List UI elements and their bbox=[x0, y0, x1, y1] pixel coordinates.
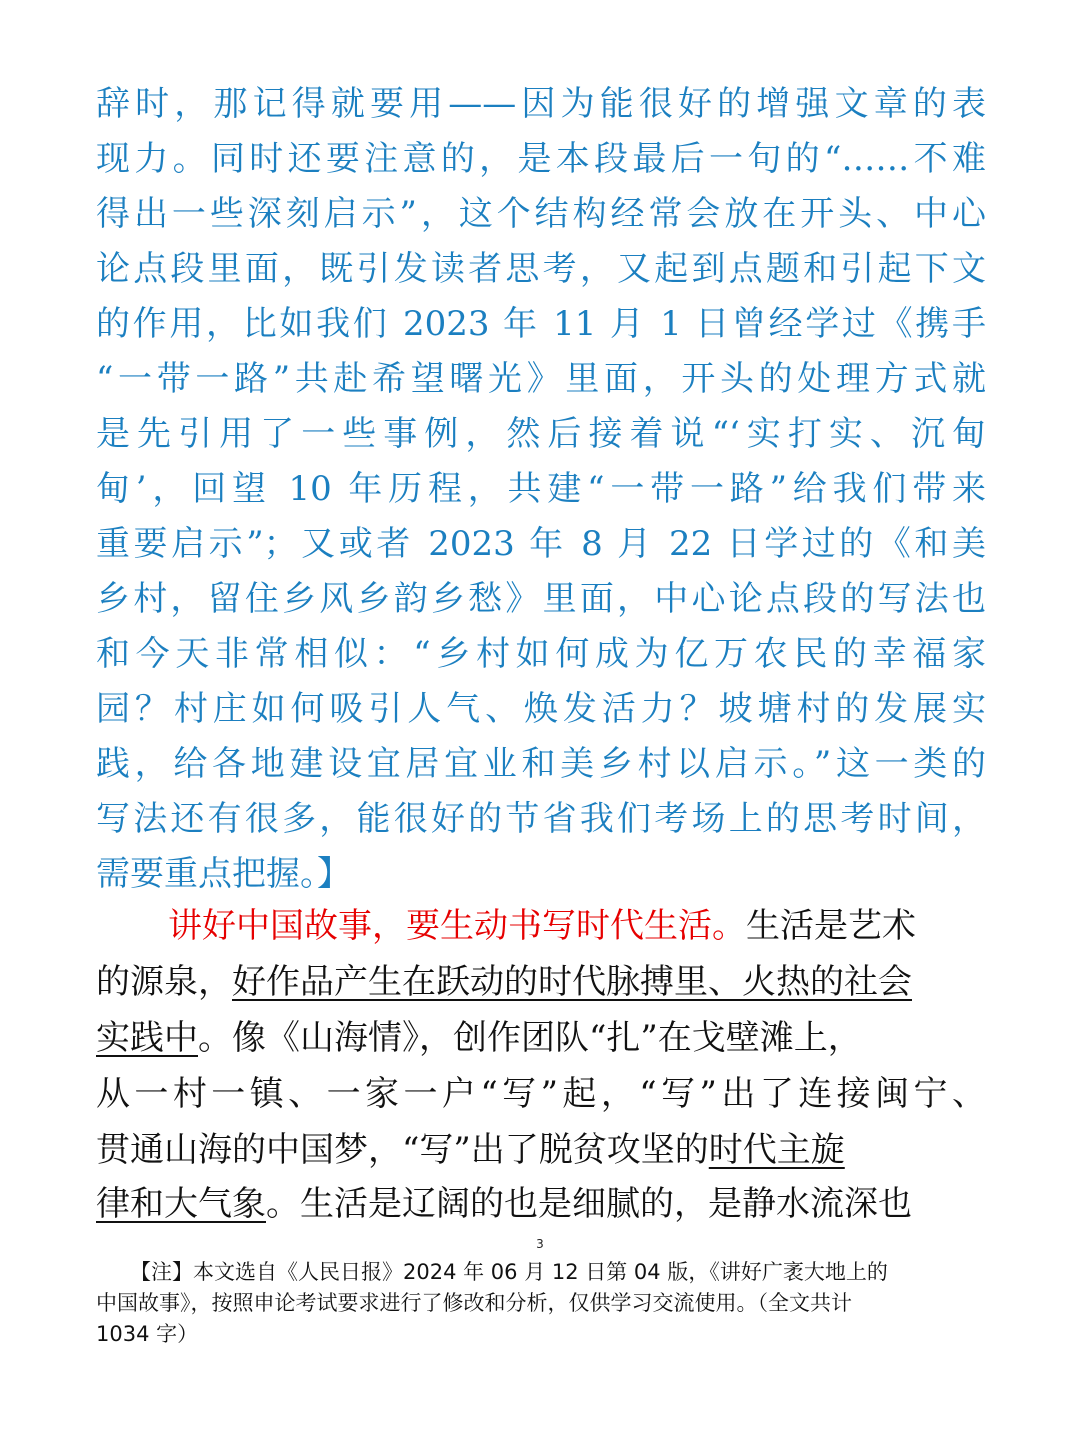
commentary-line: 论点段里面，既引发读者思考，又起到点题和引起下文 bbox=[96, 249, 986, 289]
article-line bbox=[96, 1122, 986, 1178]
commentary-line: 是先引用了一些事例，然后接着说“‘实打实、沉甸 bbox=[96, 414, 986, 454]
commentary-line: 甸’，回望 10 年历程，共建“一带一路”给我们带来 bbox=[96, 469, 986, 509]
commentary-line: 重要启示”；又或者 2023 年 8 月 22 日学过的《和美 bbox=[96, 524, 986, 564]
commentary-line: “一带一路”共赴希望曙光》里面，开头的处理方式就 bbox=[96, 359, 986, 399]
commentary-line: 园？村庄如何吸引人气、焕发活力？坡塘村的发展实 bbox=[96, 689, 986, 729]
article-line bbox=[96, 1010, 986, 1066]
article-line bbox=[96, 954, 986, 1010]
commentary-line: 践，给各地建设宜居宜业和美乡村以启示。”这一类的 bbox=[96, 744, 986, 784]
underlined-phrase: 实践中 bbox=[96, 1018, 198, 1058]
footnote-line: 中国故事》，按照申论考试要求进行了修改和分析，仅供学习交流使用。（全文共计 bbox=[96, 1291, 852, 1315]
commentary-line: 现力。同时还要注意的，是本段最后一句的“……不难 bbox=[96, 139, 986, 179]
article-text: 生活是艺术 bbox=[746, 906, 916, 946]
underlined-phrase: 时代主旋 bbox=[708, 1130, 845, 1170]
underlined-phrase: 好作品产生在跃动的时代脉搏里、火热的社会 bbox=[232, 962, 912, 1002]
commentary-line: 的作用，比如我们 2023 年 11 月 1 日曾经学过《携手 bbox=[96, 304, 986, 344]
commentary-line: 写法还有很多，能很好的节省我们考场上的思考时间， bbox=[96, 799, 986, 839]
commentary-line: 得出一些深刻启示”，这个结构经常会放在开头、中心 bbox=[96, 194, 986, 234]
key-sentence: 讲好中国故事，要生动书写时代生活。 bbox=[168, 906, 746, 946]
page-number: 3 bbox=[536, 1237, 544, 1251]
article-line bbox=[96, 1176, 986, 1232]
commentary-line: 和今天非常相似：“乡村如何成为亿万农民的幸福家 bbox=[96, 634, 986, 674]
article-text: 的源泉， bbox=[96, 962, 232, 1002]
footnote-line: 【注】本文选自《人民日报》2024 年 06 月 12 日第 04 版，《讲好广袤大地上的 bbox=[130, 1260, 888, 1284]
article-line bbox=[168, 898, 986, 954]
article-text: 。像《山海情》，创作团队“扎”在戈壁滩上， bbox=[198, 1018, 862, 1058]
footnote-line: 1034 字） bbox=[96, 1322, 199, 1346]
article-line: 从一村一镇、一家一户“写”起，“写”出了连接闽宁、 bbox=[96, 1074, 986, 1114]
commentary-line: 乡村，留住乡风乡韵乡愁》里面，中心论点段的写法也 bbox=[96, 579, 986, 619]
article-text: 贯通山海的中国梦，“写”出了脱贫攻坚的 bbox=[96, 1130, 709, 1170]
article-text: 。生活是辽阔的也是细腻的，是静水流深也 bbox=[266, 1184, 912, 1224]
commentary-line-last: 需要重点把握。】 bbox=[96, 854, 351, 894]
underlined-phrase: 律和大气象 bbox=[96, 1184, 266, 1224]
commentary-line: 辞时，那记得就要用——因为能很好的增强文章的表 bbox=[96, 84, 986, 124]
